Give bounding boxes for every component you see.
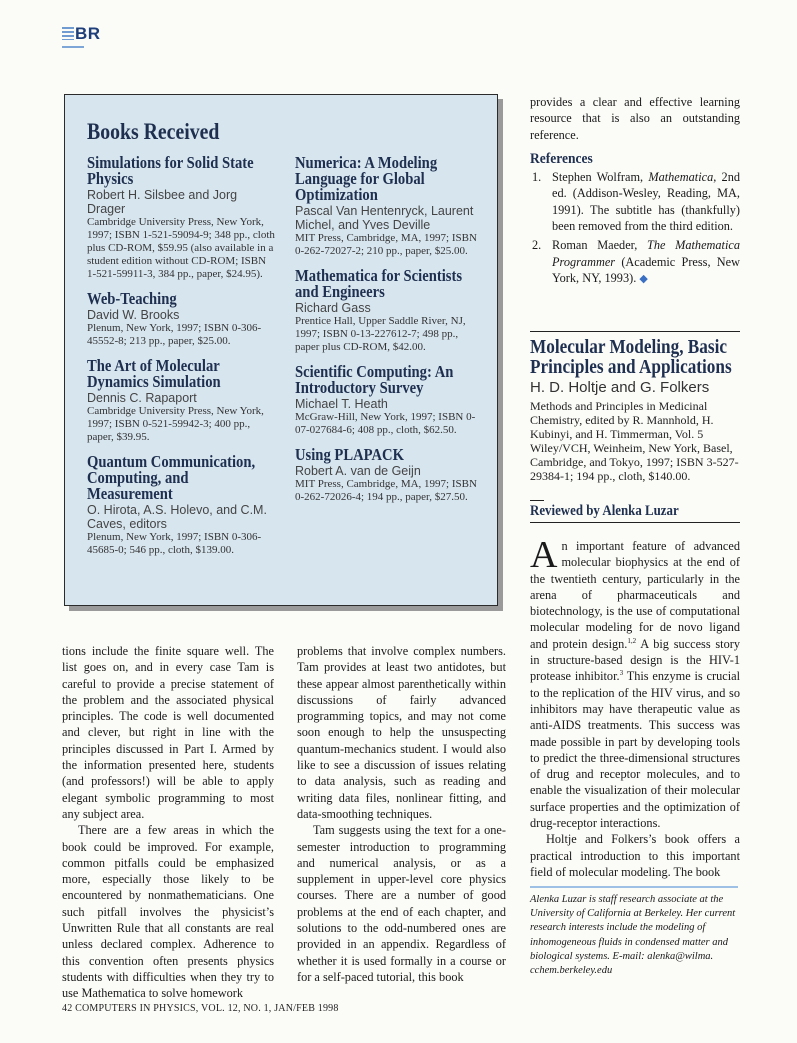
- book-info: McGraw-Hill, New York, 1997; ISBN 0-07-027684-6; 408 pp., cloth, $62.50.: [295, 411, 476, 436]
- book-title: Simulations for Solid State Physics: [87, 153, 254, 188]
- footnote-ref: 3: [619, 669, 624, 678]
- paragraph: provides a clear and effective learning resource that is also an outstanding reference.: [530, 95, 740, 142]
- book-entry: [295, 155, 485, 258]
- book-author: Robert A. van de Geijn: [295, 464, 421, 478]
- book-title: Numerica: A Modeling Language for Global Optimization: [295, 153, 438, 204]
- reference-text: Roman Maeder,: [552, 238, 647, 253]
- reference-item: [530, 169, 740, 234]
- book-title: Mathematica for Scientists and Engineers: [295, 266, 463, 301]
- paragraph: tions include the finite square well. The list goes on, and in every case Tam is careful to provide a precise statement of the problem and the associated physical principles. The code is well documented and clever, but right in line with the principles discussed in Part I. Armed by the information presented here, students (and professors!) will be able to apply elegant symbolic programming to most any subject area.: [62, 644, 274, 821]
- book-entry: [295, 447, 485, 504]
- section-tag-label: BR: [75, 24, 101, 43]
- book-entry: [87, 291, 275, 348]
- paragraph: There are a few areas in which the book could be improved. For example, common pitfalls could be emphasized more, especially those likely to be encountered by nonmathematicians. One such pitfall involves the physicist’s Unwritten Rule that all constants are real unless declared complex. Adherence to this convention often presents physics students with difficulties when they try to use Mathematica to solve homework: [62, 823, 274, 1001]
- references-heading: References: [530, 150, 593, 167]
- review-book-authors: H. D. Holtje and G. Folkers: [530, 379, 710, 396]
- books-received-box: [64, 94, 498, 606]
- book-info: Plenum, New York, 1997; ISBN 0-306-45685-0; 546 pp., cloth, $139.00.: [87, 531, 262, 556]
- books-received-title: Books Received: [87, 119, 220, 144]
- section-bars-icon: [62, 27, 74, 40]
- review-title-line: Principles and Applications: [530, 356, 732, 378]
- reviewed-by-rule: [530, 522, 740, 523]
- reviewed-by: Reviewed by Alenka Luzar: [530, 503, 679, 519]
- book-title: The Art of Molecular Dynamics Simulation: [87, 356, 221, 391]
- books-column-right: [295, 155, 485, 514]
- book-author: Robert H. Silsbee and Jorg Drager: [87, 188, 238, 216]
- book-info: Cambridge University Press, New York, 1997; ISBN 1-521-59094-9; 348 pp., cloth plus CD-ROM, $59.95 (also available in a student edition without CD-ROM; ISBN 1-521-59911-3, 384 pp., paper, $24.95).: [87, 216, 275, 280]
- paragraph: Holtje and Folkers’s book offers a practical introduction to this important field of molecular modeling. The book: [530, 832, 740, 879]
- review-title: [530, 336, 732, 378]
- paragraph: Tam suggests using the text for a one-semester introduction to programming and numerical analysis, or as a supplement in upper-level core physics courses. There are a number of good problems at the end of each chapter, and solutions to the odd-numbered ones are provided in an appendix. Regardless of whether it is used formally in a course or for a self-paced tutorial, this book: [297, 823, 506, 984]
- footnote-ref: 1,2: [627, 636, 637, 645]
- reference-text: (Academic Press, New York, NY, 1993).: [552, 254, 740, 285]
- book-entry: [87, 454, 275, 557]
- bio-rule: [530, 886, 738, 888]
- book-author: Dennis C. Rapaport: [87, 391, 197, 405]
- book-title: Web-Teaching: [87, 289, 177, 308]
- book-author: O. Hirota, A.S. Holevo, and C.M. Caves, editors: [87, 503, 267, 531]
- review-text: A big success story in structure-based design is the HIV-1 protease inhibitor.: [530, 636, 740, 684]
- reference-title: Mathematica: [648, 170, 714, 185]
- reference-item: [530, 237, 740, 287]
- drop-cap: A: [530, 534, 558, 576]
- paragraph: [530, 534, 741, 831]
- book-author: David W. Brooks: [87, 308, 180, 322]
- reference-title: The Mathematica Programmer: [552, 238, 740, 269]
- book-info: MIT Press, Cambridge, MA, 1997; ISBN 0-262-72026-4; 194 pp., paper, $27.50.: [295, 478, 477, 503]
- section-tag: [62, 24, 101, 44]
- left-column-text: [62, 643, 274, 1002]
- book-info: Prentice Hall, Upper Saddle River, NJ, 1997; ISBN 0-13-227612-7; 498 pp., paper plus CD-ROM, $42.00.: [295, 315, 466, 353]
- book-author: Pascal Van Hentenryck, Laurent Michel, and Yves Deville: [295, 204, 474, 232]
- reference-text: , 2nd ed. (Addison-Wesley, Reading, MA, 1991). The subtitle has (thankfully) been removed from the third edition.: [552, 170, 740, 234]
- book-info: MIT Press, Cambridge, MA, 1997; ISBN 0-262-72027-2; 210 pp., paper, $25.00.: [295, 232, 477, 257]
- reference-number: 2.: [532, 238, 542, 253]
- paragraph: problems that involve complex numbers. Tam provides at least two antidotes, but these appear almost parenthetically within discussions of fairly advanced programming topics, and may not come soon enough to help the unsuspecting quantum-mechanics student. I would also like to see a discussion of issues relating to data analysis, such as reading and writing data files, nonlinear fitting, and data-smoothing techniques.: [297, 644, 506, 821]
- end-of-article-diamond-icon: ◆: [639, 272, 648, 285]
- review-book-info: Methods and Principles in Medicinal Chemistry, edited by R. Mannhold, H. Kubinyi, and H. Timmerman, Vol. 5 Wiley/VCH, Weinheim, New York, Basel, Cambridge, and Tokyo, 1997; ISBN 3-527-29384-1; 194 pp., cloth, $140.00.: [530, 399, 739, 483]
- review-body-text: [530, 534, 741, 880]
- books-column-left: [87, 155, 275, 567]
- reference-text: Stephen Wolfram,: [552, 170, 649, 185]
- page-footer: 42 COMPUTERS IN PHYSICS, VOL. 12, NO. 1, JAN/FEB 1998: [62, 1003, 339, 1014]
- book-author: Richard Gass: [295, 301, 371, 315]
- middle-column-text: [297, 643, 506, 985]
- right-column-top: [530, 94, 740, 290]
- book-author: Michael T. Heath: [295, 397, 388, 411]
- reviewed-by-rule-left: [530, 500, 544, 501]
- section-tag-underline: [62, 46, 84, 48]
- book-title: Quantum Communication, Computing, and Measurement: [87, 452, 256, 503]
- book-entry: [295, 364, 485, 437]
- book-entry: [87, 358, 275, 444]
- author-bio: Alenka Luzar is staff research associate at the University of California at Berkeley. Her current research interests include the modeling of inhomogeneous fluids in condensed matter and biological systems. E-mail: alenka@wilma. cchem.berkeley.edu: [530, 894, 736, 977]
- book-info: Cambridge University Press, New York, 1997; ISBN 0-521-59942-3; 400 pp., paper, $39.95.: [87, 405, 264, 443]
- review-top-rule: [530, 331, 740, 332]
- book-entry: [87, 155, 275, 281]
- reference-number: 1.: [532, 170, 542, 185]
- book-entry: [295, 268, 485, 354]
- book-info: Plenum, New York, 1997; ISBN 0-306-45552-8; 213 pp., paper, $25.00.: [87, 322, 262, 347]
- book-title: Using PLAPACK: [295, 445, 404, 464]
- references-list: [530, 169, 740, 287]
- book-title: Scientific Computing: An Introductory Survey: [295, 362, 454, 397]
- review-title-line: Molecular Modeling, Basic: [530, 336, 727, 358]
- review-text: n important feature of advanced molecular biophysics at the end of the twentieth century, particularly in the arena of pharmaceuticals and biotechnology, is the use of computational molecular modeling for de novo ligand and protein design.: [530, 539, 740, 651]
- review-text: This enzyme is crucial to the replication of the HIV virus, and so inhibitors may have therapeutic value as anti-AIDS treatments. This success was made possible in part by developing tools to predict the three-dimensional structures of drug and receptor molecules, and to enable the visualization of their molecular surface properties and the optimization of drug-receptor interactions.: [530, 669, 741, 831]
